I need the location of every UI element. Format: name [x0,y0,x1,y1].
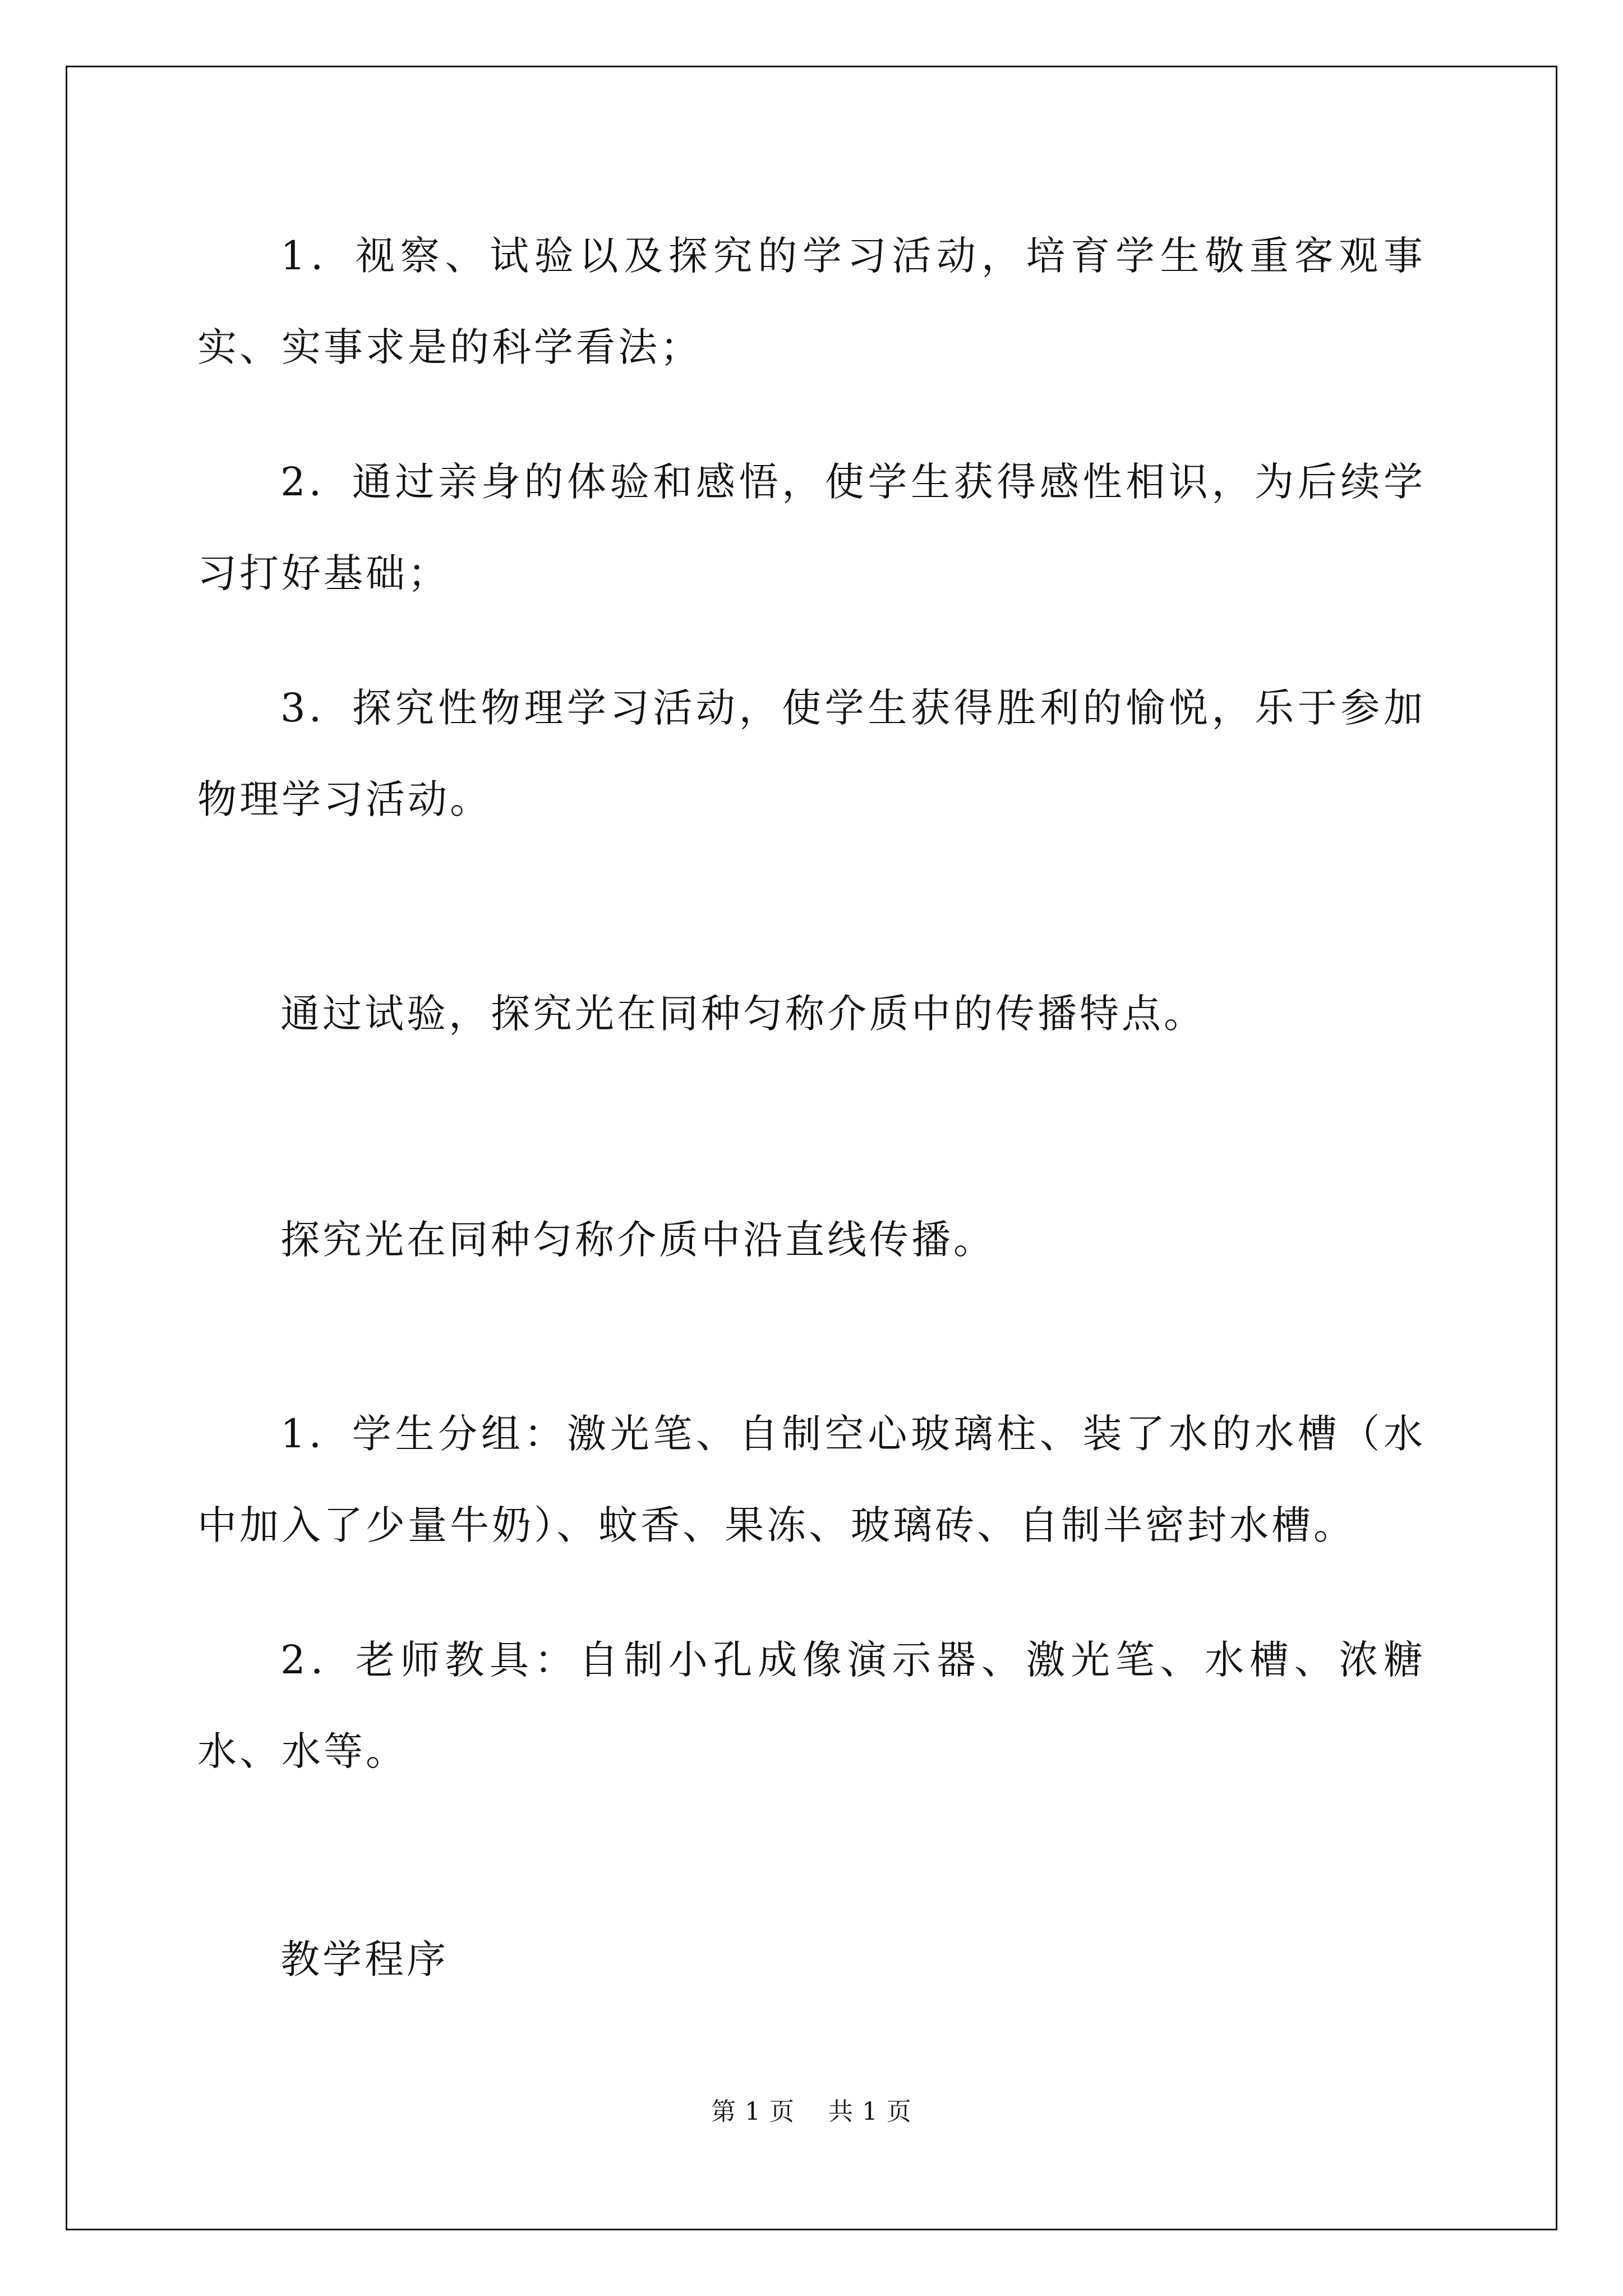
section-heading: 教学程序 [280,1936,449,1982]
objective-paragraph-2: 2．通过亲身的体验和感悟，使学生获得感性相识，为后续学习打好基础； [197,459,1426,596]
key-point-paragraph: 通过试验，探究光在同种匀称介质中的传播特点。 [280,991,1206,1037]
page-number-footer: 第 1 页 共 1 页 [711,2097,912,2126]
materials-student-paragraph: 1．学生分组：激光笔、自制空心玻璃柱、装了水的水槽（水中加入了少量牛奶）、蚊香、果冻、玻璃砖、自制半密封水槽。 [197,1411,1426,1548]
objective-paragraph-3: 3．探究性物理学习活动，使学生获得胜利的愉悦，乐于参加物理学习活动。 [197,685,1426,822]
objective-paragraph-1: 1．视察、试验以及探究的学习活动，培育学生敬重客观事实、实事求是的科学看法； [197,233,1426,370]
materials-teacher-paragraph: 2．老师教具：自制小孔成像演示器、激光笔、水槽、浓糖水、水等。 [197,1637,1426,1774]
difficulty-paragraph: 探究光在同种匀称介质中沿直线传播。 [280,1217,995,1263]
